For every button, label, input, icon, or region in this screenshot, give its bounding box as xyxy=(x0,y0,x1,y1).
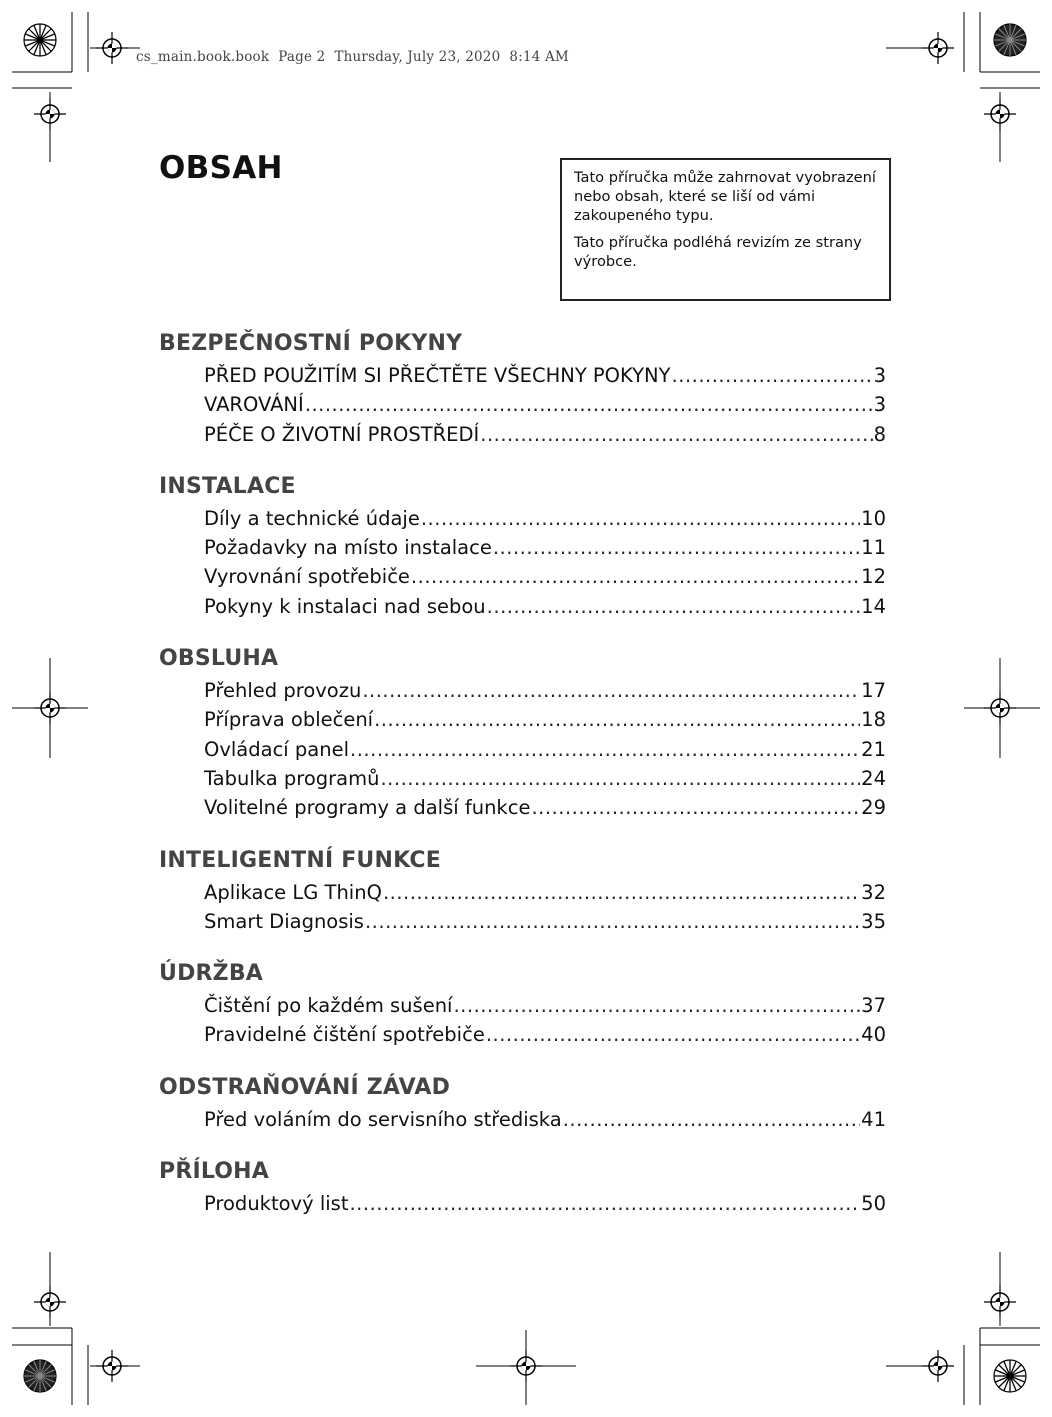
dot-leader xyxy=(480,420,872,449)
notice-box xyxy=(560,158,891,301)
toc-entry[interactable] xyxy=(204,907,886,936)
toc-entry-label: PÉČE O ŽIVOTNÍ PROSTŘEDÍ xyxy=(204,422,480,446)
toc-entry-label: Čištění po každém sušení xyxy=(204,994,453,1018)
toc-entry-label: Přehled provozu xyxy=(204,679,362,703)
toc-section xyxy=(159,956,886,1050)
toc-entry-page: 18 xyxy=(861,708,886,732)
dot-leader xyxy=(305,390,873,419)
toc-entry[interactable] xyxy=(204,390,886,419)
toc-entry[interactable] xyxy=(204,991,886,1020)
toc-entry-page: 37 xyxy=(861,994,886,1018)
toc-entry[interactable] xyxy=(204,676,886,705)
toc-section xyxy=(159,326,886,449)
dot-leader xyxy=(365,907,860,936)
toc-section-title: OBSLUHA xyxy=(159,646,279,672)
toc-entry-label: Požadavky na místo instalace xyxy=(204,536,492,560)
toc-section xyxy=(159,843,886,937)
toc-entry-label: PŘED POUŽITÍM SI PŘEČTĚTE VŠECHNY POKYNY xyxy=(204,364,671,387)
toc-entry-page: 32 xyxy=(861,880,886,904)
dot-leader xyxy=(563,1105,860,1134)
notice-paragraph: Tato příručka podléhá revizím ze strany výrobce. xyxy=(574,234,862,270)
dot-leader xyxy=(362,676,860,705)
toc-section xyxy=(159,469,886,621)
toc-entry[interactable] xyxy=(204,764,886,793)
toc-section-title: PŘÍLOHA xyxy=(159,1159,270,1185)
toc-entry-page: 29 xyxy=(861,796,886,820)
dot-leader xyxy=(383,878,860,907)
dot-leader xyxy=(411,562,860,591)
dot-leader xyxy=(453,991,860,1020)
dot-leader xyxy=(486,1020,860,1049)
toc-entry[interactable] xyxy=(204,420,886,449)
toc-entry-label: Aplikace LG ThinQ xyxy=(204,880,382,904)
toc-entry-page: 50 xyxy=(861,1192,886,1216)
toc-entry-label: Před voláním do servisního střediska xyxy=(204,1107,562,1131)
toc-entry-page: 8 xyxy=(873,422,886,446)
dot-leader xyxy=(672,361,873,390)
toc-section xyxy=(159,1154,886,1218)
toc-section xyxy=(159,641,886,822)
toc-section-title: ÚDRŽBA xyxy=(159,961,264,987)
toc-section-title: INSTALACE xyxy=(159,473,296,499)
dot-leader xyxy=(349,1189,860,1218)
toc-entry[interactable] xyxy=(204,705,886,734)
dot-leader xyxy=(493,533,860,562)
toc-entry-page: 40 xyxy=(861,1023,886,1047)
dot-leader xyxy=(531,793,860,822)
dot-leader xyxy=(374,705,860,734)
toc-section-title: INTELIGENTNÍ FUNKCE xyxy=(159,847,441,873)
toc-entry-label: Tabulka programů xyxy=(204,766,380,790)
toc-entry-label: Volitelné programy a další funkce xyxy=(204,796,531,820)
toc-entry-page: 24 xyxy=(861,766,886,790)
dot-leader xyxy=(380,764,860,793)
toc-entry-page: 12 xyxy=(861,565,886,589)
toc-entry[interactable] xyxy=(204,735,886,764)
toc-entry-page: 10 xyxy=(861,506,886,530)
toc-section-title: BEZPEČNOSTNÍ POKYNY xyxy=(159,331,463,356)
page-title: OBSAH xyxy=(159,150,283,186)
toc-entry-label: Produktový list xyxy=(204,1192,349,1216)
toc-entry[interactable] xyxy=(204,1189,886,1218)
toc-entry[interactable] xyxy=(204,533,886,562)
toc-entry[interactable] xyxy=(204,504,886,533)
toc-entry-label: Příprava oblečení xyxy=(204,708,374,732)
toc-entry-page: 3 xyxy=(873,393,886,417)
notice-paragraph: Tato příručka může zahrnovat vyobrazení nebo obsah, které se liší od vámi zakoupeného typu. xyxy=(574,169,876,224)
dot-leader xyxy=(350,735,860,764)
toc-entry-page: 35 xyxy=(861,909,886,933)
toc-entry[interactable] xyxy=(204,1020,886,1049)
toc-entry[interactable] xyxy=(204,793,886,822)
toc-entry[interactable] xyxy=(204,361,886,390)
toc-entry-label: Pravidelné čištění spotřebiče xyxy=(204,1023,485,1047)
dot-leader xyxy=(421,504,860,533)
toc-entry[interactable] xyxy=(204,592,886,621)
toc-entry-page: 14 xyxy=(861,594,886,618)
toc-entry-page: 21 xyxy=(861,737,886,761)
toc-entry[interactable] xyxy=(204,878,886,907)
toc-entry-label: VAROVÁNÍ xyxy=(204,393,304,417)
toc-section-title: ODSTRAŇOVÁNÍ ZÁVAD xyxy=(159,1074,451,1100)
toc-entry-label: Vyrovnání spotřebiče xyxy=(204,565,410,589)
toc-entry-label: Smart Diagnosis xyxy=(204,909,364,933)
toc-entry-page: 11 xyxy=(861,536,886,560)
toc-entry-page: 41 xyxy=(861,1107,886,1131)
print-header: cs_main.book.book Page 2 Thursday, July 23, 2020 8:14 AM xyxy=(136,49,569,65)
toc-entry[interactable] xyxy=(204,1105,886,1134)
toc-section xyxy=(159,1070,886,1134)
toc-entry[interactable] xyxy=(204,562,886,591)
toc-entry-page: 3 xyxy=(873,364,886,387)
table-of-contents xyxy=(159,326,886,1238)
toc-entry-label: Díly a technické údaje xyxy=(204,506,420,530)
dot-leader xyxy=(487,592,861,621)
toc-entry-label: Pokyny k instalaci nad sebou xyxy=(204,594,486,618)
toc-entry-page: 17 xyxy=(861,679,886,703)
toc-entry-label: Ovládací panel xyxy=(204,737,350,761)
